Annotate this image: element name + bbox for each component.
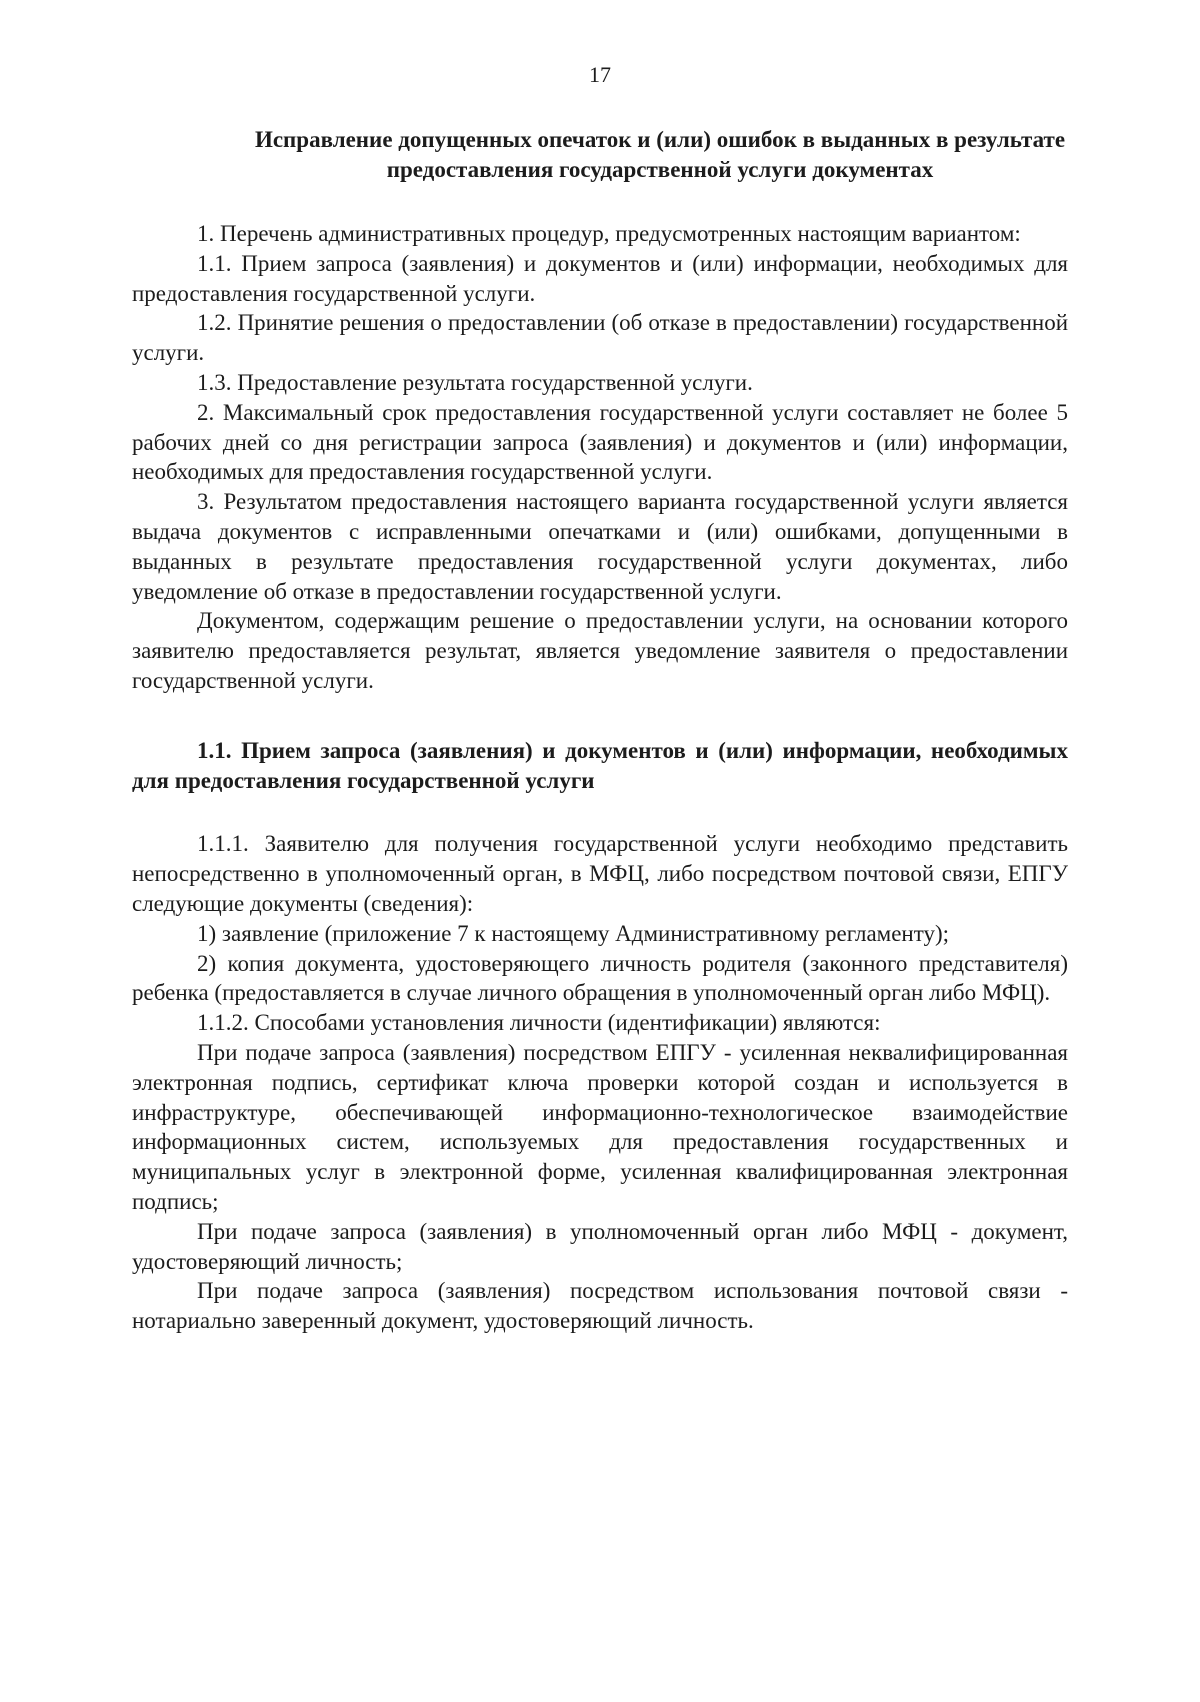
paragraph: При подаче запроса (заявления) посредством использования почтовой связи - нотариально заверенный документ, удостоверяющий личность.: [132, 1278, 1068, 1334]
document-title: Исправление допущенных опечаток и (или) ошибок в выданных в результате предоставления государственной услуги документах: [254, 127, 1066, 182]
paragraph: 1.2. Принятие решения о предоставлении (об отказе в предоставлении) государственной услуги.: [132, 310, 1068, 366]
paragraph: 3. Результатом предоставления настоящего варианта государственной услуги является выдача документов с исправленными опечатками и (или) ошибками, допущенными в выданных в результате предоставления государственной услуги документах, либо уведомление об отказе в предоставлении государственной услуги.: [132, 489, 1068, 604]
document-body: [132, 125, 1068, 1336]
page-number: 17: [589, 62, 611, 87]
paragraph: 1) заявление (приложение 7 к настоящему Административному регламенту);: [197, 920, 950, 946]
paragraph: При подаче запроса (заявления) посредством ЕПГУ - усиленная неквалифицированная электронная подпись, сертификат ключа проверки которой создан и используется в инфраструктуре, обеспечивающей информационно-технологическое взаимодействие информационных систем, используемых для предоставления государственных и муниципальных услуг в электронной форме, усиленная квалифицированная электронная подпись;: [132, 1039, 1068, 1214]
section-heading: 1.1. Прием запроса (заявления) и документов и (или) информации, необходимых для предоставления государственной услуги: [132, 737, 1068, 793]
paragraph: 1.1.1. Заявителю для получения государственной услуги необходимо представить непосредственно в уполномоченный орган, в МФЦ, либо посредством почтовой связи, ЕПГУ следующие документы (сведения):: [132, 831, 1068, 916]
paragraph: 1. Перечень административных процедур, предусмотренных настоящим вариантом:: [197, 221, 1021, 246]
paragraph: 1.1.2. Способами установления личности (идентификации) являются:: [197, 1010, 881, 1036]
paragraph: 2) копия документа, удостоверяющего личность родителя (законного представителя) ребенка (предоставляется в случае личного обращения в уполномоченный орган либо МФЦ).: [132, 950, 1068, 1006]
paragraph: 2. Максимальный срок предоставления государственной услуги составляет не более 5 рабочих дней со дня регистрации запроса (заявления) и документов и (или) информации, необходимых для предоставления государственной услуги.: [132, 399, 1068, 485]
paragraph: Документом, содержащим решение о предоставлении услуги, на основании которого заявителю предоставляется результат, является уведомление заявителя о предоставлении государственной услуги.: [132, 608, 1068, 693]
paragraph: 1.1. Прием запроса (заявления) и документов и (или) информации, необходимых для предоставления государственной услуги.: [132, 250, 1068, 306]
paragraph: 1.3. Предоставление результата государственной услуги.: [197, 369, 753, 395]
paragraph: При подаче запроса (заявления) в уполномоченный орган либо МФЦ - документ, удостоверяющий личность;: [132, 1218, 1068, 1274]
